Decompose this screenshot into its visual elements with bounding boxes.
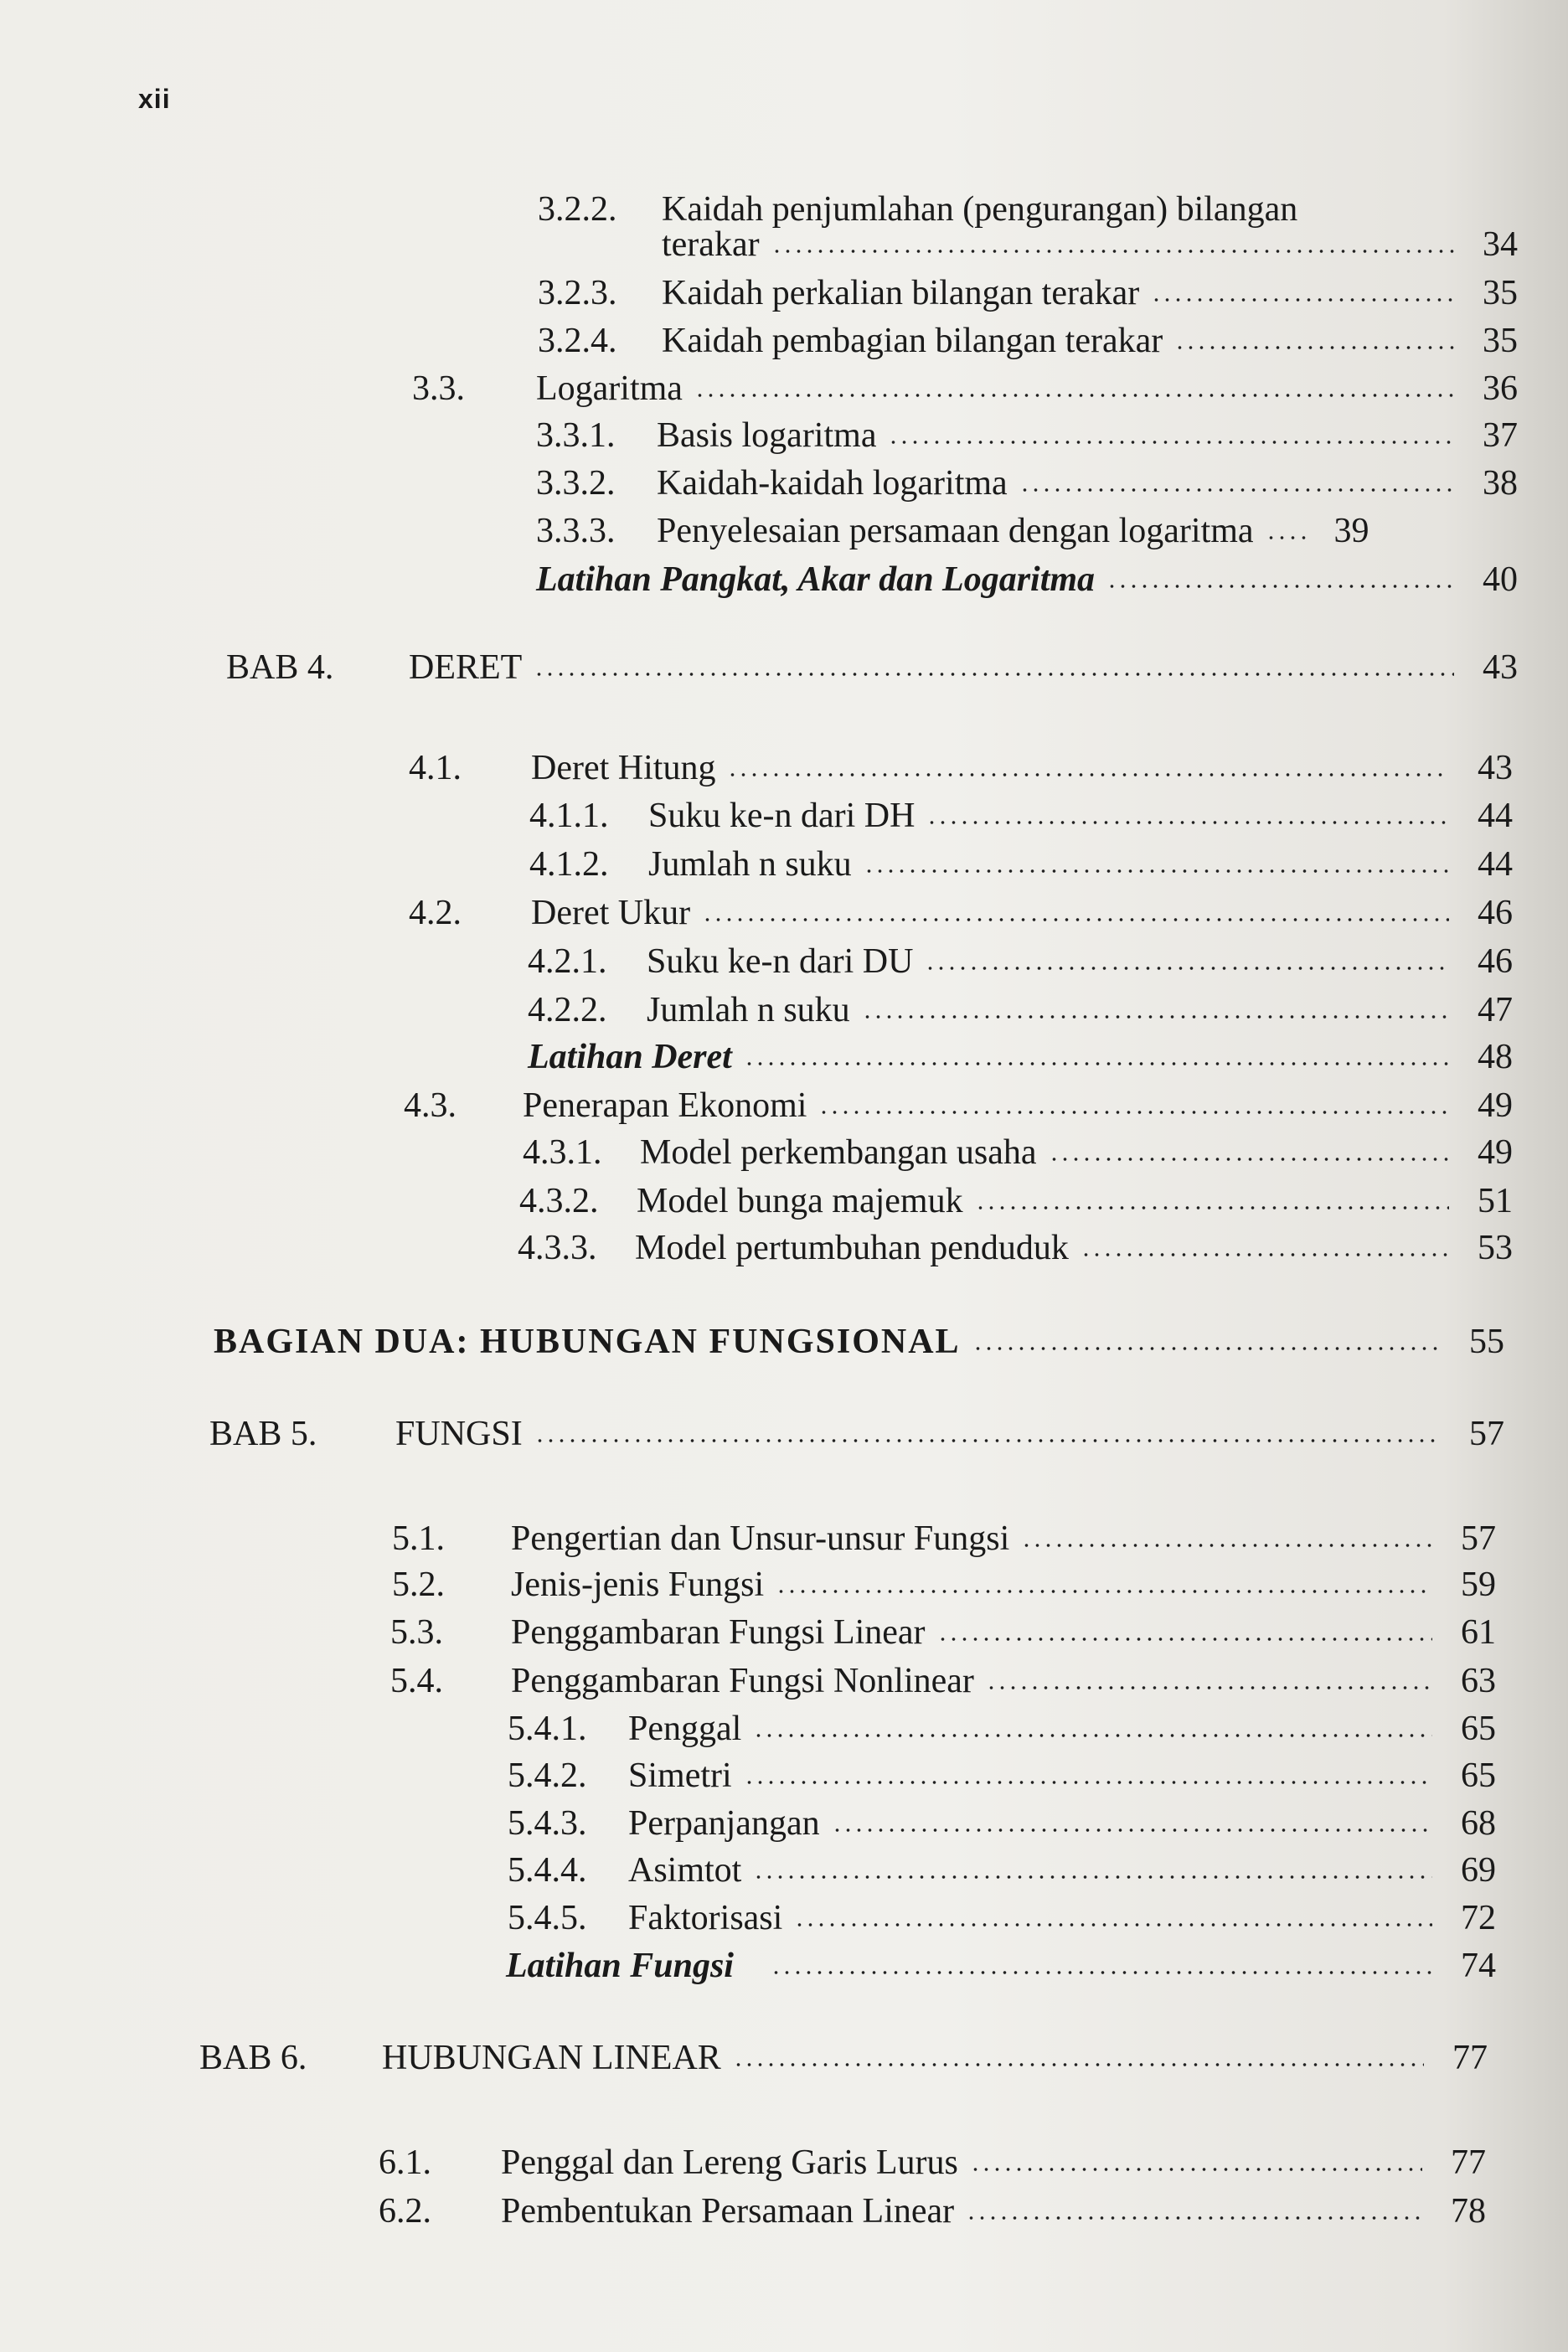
leader-dots [972,1345,1441,1352]
toc-entry [392,1566,1496,1603]
leader-dots [702,916,1449,923]
toc-entry [536,417,1518,454]
toc-number: 3.3. [412,369,465,408]
toc-number: 5.4.1. [508,1710,587,1748]
toc-number: 5.3. [390,1613,443,1652]
toc-page: 44 [1478,845,1513,884]
toc-number: 5.4.5. [508,1899,587,1937]
toc-page: 35 [1483,322,1518,360]
leader-dots [753,1874,1432,1880]
toc-page: 72 [1461,1899,1496,1937]
leader-dots [926,819,1449,826]
toc-number: 4.1.2. [529,845,609,884]
toc-entry [409,750,1513,787]
toc-entry [508,1900,1496,1937]
toc-title: Model pertumbuhan penduduk [635,1229,1069,1267]
toc-number: BAB 4. [226,648,334,687]
leader-dots [1019,487,1454,493]
toc-title: Logaritma [536,369,683,408]
toc-title: Kaidah perkalian bilangan terakar [662,274,1140,312]
toc-page: 49 [1478,1086,1513,1125]
toc-number: 5.4.3. [508,1804,587,1843]
toc-number: 3.3.1. [536,416,616,455]
toc-part-heading [214,1323,1504,1360]
leader-dots [864,868,1449,874]
toc-entry [528,943,1513,980]
toc-title: Model bunga majemuk [637,1182,963,1220]
toc-title: DERET [409,648,523,687]
toc-page: 68 [1461,1804,1496,1843]
leader-dots [937,1636,1432,1643]
toc-number: 5.4.2. [508,1756,587,1795]
toc-page: 63 [1461,1662,1496,1700]
toc-page: 51 [1478,1182,1513,1220]
toc-entry [538,275,1518,312]
toc-title: Latihan Deret [528,1038,732,1076]
leader-dots [744,1779,1432,1786]
toc-number: 4.3.2. [519,1182,599,1220]
toc-entry [508,1757,1496,1794]
toc-title: Penerapan Ekonomi [523,1086,807,1125]
toc-title: Kaidah-kaidah logaritma [657,464,1008,503]
toc-title: Penggal [628,1710,742,1748]
toc-entry [536,561,1518,598]
leader-dots [970,2166,1422,2173]
toc-page: 53 [1478,1229,1513,1267]
toc-title: Pengertian dan Unsur-unsur Fungsi [511,1519,1010,1558]
toc-entry [528,992,1513,1029]
toc-entry [506,1947,1496,1984]
toc-entry [538,322,1518,359]
toc-number: 4.3.1. [523,1133,602,1172]
toc-page: 48 [1478,1038,1513,1076]
toc-page: 59 [1461,1565,1496,1604]
leader-dots [771,248,1454,255]
toc-number: 3.2.4. [538,322,617,360]
toc-page: 43 [1483,648,1518,687]
leader-dots [1106,583,1454,590]
toc-title: Suku ke-n dari DU [647,942,914,981]
toc-number: 4.1.1. [529,797,609,835]
toc-chapter [209,1416,1504,1452]
toc-entry [379,2144,1486,2181]
leader-dots [776,1588,1432,1595]
toc-page: 46 [1478,942,1513,981]
toc-entry [392,1520,1496,1557]
toc-title: Kaidah pembagian bilangan terakar [662,322,1163,360]
toc-title: Penggambaran Fungsi Nonlinear [511,1662,974,1700]
leader-dots [818,1109,1449,1116]
toc-entry-wrap-line [538,191,1297,228]
toc-entry [536,513,1518,549]
toc-page: 77 [1451,2143,1486,2182]
toc-number: 5.4.4. [508,1851,587,1890]
toc-number: BAB 5. [209,1415,317,1453]
toc-number: 4.2.1. [528,942,607,981]
toc-title: Jenis-jenis Fungsi [511,1565,765,1604]
toc-entry [529,846,1513,883]
toc-title: Deret Ukur [531,894,691,932]
leader-dots [694,392,1454,399]
toc-title: Simetri [628,1756,732,1795]
toc-entry [523,1134,1513,1171]
toc-page: 35 [1483,274,1518,312]
toc-entry [508,1710,1496,1747]
toc-number: 5.4. [390,1662,443,1700]
leader-dots [1174,344,1454,351]
leader-dots [986,1684,1432,1691]
leader-dots [975,1204,1449,1211]
toc-title: FUNGSI [395,1415,523,1453]
toc-title: Faktorisasi [628,1899,783,1937]
toc-chapter [226,649,1518,686]
leader-dots [1266,534,1306,541]
leader-dots [888,439,1454,446]
toc-page: 39 [1333,512,1369,550]
toc-entry [412,370,1518,407]
toc-page: 61 [1461,1613,1496,1652]
leader-dots [832,1827,1432,1834]
leader-dots [794,1921,1432,1928]
toc-page: 57 [1461,1519,1496,1558]
toc-entry [409,895,1513,931]
toc-title: Latihan Fungsi [506,1947,734,1985]
toc-page: 77 [1452,2039,1488,2077]
toc-title: Basis logaritma [657,416,877,455]
toc-page: 55 [1469,1323,1504,1361]
toc-number: 4.3. [404,1086,456,1125]
leader-dots [727,771,1449,778]
toc-entry [536,465,1518,502]
toc-number: 4.2. [409,894,462,932]
toc-page: 69 [1461,1851,1496,1890]
toc-title: BAGIAN DUA: HUBUNGAN FUNGSIONAL [214,1323,961,1361]
toc-title: Jumlah n suku [648,845,852,884]
toc-number: 3.2.2. [538,190,617,229]
toc-title: Deret Hitung [531,749,716,787]
toc-number: 6.1. [379,2143,431,2182]
toc-entry [528,1039,1513,1075]
toc-page: 65 [1461,1756,1496,1795]
leader-dots [534,1437,1441,1444]
toc-page: 43 [1478,749,1513,787]
leader-dots [1151,297,1454,303]
toc-title: Jumlah n suku [647,991,850,1029]
toc-entry [390,1614,1496,1651]
toc-page: 49 [1478,1133,1513,1172]
toc-title: Pembentukan Persamaan Linear [501,2192,955,2231]
toc-page: 44 [1478,797,1513,835]
leader-dots [733,2061,1424,2068]
leader-dots [966,2215,1422,2221]
toc-entry [518,1230,1513,1266]
toc-number: 4.1. [409,749,462,787]
toc-entry [404,1087,1513,1124]
leader-dots [1081,1251,1449,1258]
toc-page: 74 [1461,1947,1496,1985]
toc-title: Latihan Pangkat, Akar dan Logaritma [536,560,1096,599]
toc-number: BAB 6. [199,2039,307,2077]
toc-title: Suku ke-n dari DH [648,797,916,835]
toc-chapter [199,2040,1488,2076]
leader-dots [862,1014,1449,1020]
leader-dots [1021,1542,1432,1549]
leader-dots [753,1732,1432,1739]
toc-title: HUBUNGAN LINEAR [382,2039,721,2077]
toc-title: Perpanjangan [628,1804,820,1843]
toc-entry [508,1805,1496,1842]
toc-page: 78 [1451,2192,1486,2231]
toc-number: 5.2. [392,1565,445,1604]
toc-number: 5.1. [392,1519,445,1558]
toc-page: 46 [1478,894,1513,932]
toc-title: Model perkembangan usaha [640,1133,1037,1172]
toc-number: 3.2.3. [538,274,617,312]
toc-number: 6.2. [379,2192,431,2231]
leader-dots [1049,1156,1449,1163]
leader-dots [534,671,1454,678]
toc-page: 65 [1461,1710,1496,1748]
page-number: xii [138,84,171,114]
toc-entry [529,797,1513,834]
toc-title: Penyelesaian persamaan dengan logaritma [657,512,1254,550]
toc-page: 37 [1483,416,1518,455]
toc-title: Asimtot [628,1851,742,1890]
toc-title: Penggambaran Fungsi Linear [511,1613,926,1652]
toc-entry [519,1183,1513,1220]
leader-dots [744,1060,1449,1067]
toc-number: 3.3.2. [536,464,616,503]
toc-number: 4.2.2. [528,991,607,1029]
toc-entry [538,226,1518,263]
toc-page: 36 [1483,369,1518,408]
toc-page: 34 [1483,225,1518,264]
leader-dots [771,1969,1432,1976]
toc-number: 4.3.3. [518,1229,597,1267]
toc-page: 57 [1469,1415,1504,1453]
toc-title: Penggal dan Lereng Garis Lurus [501,2143,958,2182]
toc-entry [390,1663,1496,1700]
leader-dots [925,965,1449,972]
toc-entry [379,2193,1486,2230]
toc-entry [508,1852,1496,1889]
toc-page: 47 [1478,991,1513,1029]
toc-title: Kaidah penjumlahan (pengurangan) bilangan [662,190,1298,229]
toc-title: terakar [662,225,760,264]
toc-page: 38 [1483,464,1518,503]
toc-page: 40 [1483,560,1518,599]
toc-number: 3.3.3. [536,512,616,550]
